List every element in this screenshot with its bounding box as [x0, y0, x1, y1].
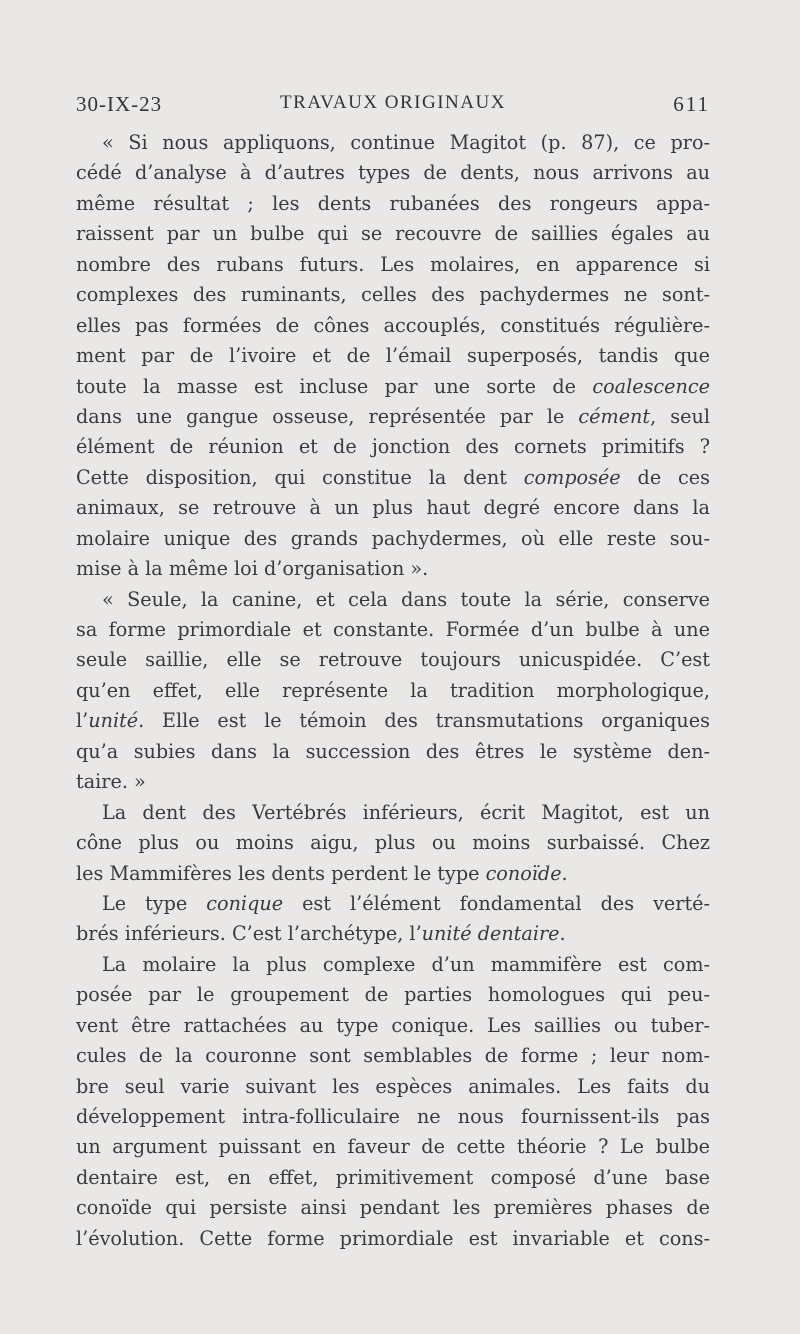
text-segment: Cette disposition, qui constitue la dent [76, 465, 524, 489]
text-segment: un argument puissant en faveur de cette théorie ? Le bulbe [76, 1135, 710, 1159]
text-segment: . [559, 922, 566, 946]
text-segment: composée [523, 465, 621, 489]
text-line [76, 128, 710, 158]
text-line [76, 402, 710, 432]
text-segment: dentaire est, en effet, primitivement composé d’une base [76, 1165, 710, 1189]
text-line [76, 1132, 710, 1162]
text-line [76, 250, 710, 280]
text-segment: ment par de l’ivoire et de l’émail superposés, tandis que [76, 344, 710, 368]
text-segment: qu’en effet, elle représente la tradition morphologique, [76, 678, 710, 702]
text-segment: molaire unique des grands pachydermes, où elle reste sou- [76, 526, 710, 550]
text-segment: « Seule, la canine, et cela dans toute la série, conserve [102, 587, 710, 611]
text-segment: . Elle est le témoin des transmutations organiques [138, 709, 710, 733]
text-segment: les Mammifères les dents perdent le type [76, 861, 486, 885]
text-segment: est l’élément fondamental des verté- [283, 891, 711, 915]
text-segment: même résultat ; les dents rubanées des rongeurs appa- [76, 191, 710, 215]
text-segment: unité [88, 709, 139, 733]
text-line [76, 1011, 710, 1041]
text-segment: cules de la couronne sont semblables de forme ; leur nom- [76, 1044, 710, 1068]
text-segment: nombre des rubans futurs. Les molaires, en apparence si [76, 252, 710, 276]
text-line [76, 919, 710, 949]
text-line [76, 341, 710, 371]
text-segment: brés inférieurs. C’est l’archétype, l’ [76, 922, 422, 946]
text-segment: qu’a subies dans la succession des êtres le système den- [76, 739, 710, 763]
text-line [76, 1163, 710, 1193]
text-segment: complexes des ruminants, celles des pachydermes ne sont- [76, 283, 710, 307]
text-line [76, 158, 710, 188]
text-segment: cédé d’analyse à d’autres types de dents, nous arrivons au [76, 161, 710, 185]
text-segment: coalescence [592, 374, 710, 398]
text-segment: développement intra-folliculaire ne nous fournissent-ils pas [76, 1105, 710, 1128]
page-number: 611 [673, 92, 710, 116]
text-segment: cône plus ou moins aigu, plus ou moins surbaissé. Chez [76, 831, 710, 855]
text-line [76, 585, 710, 615]
text-line [76, 554, 710, 584]
text-line [76, 219, 710, 249]
text-line [76, 980, 710, 1010]
text-segment: bre seul varie suivant les espèces animales. Les faits du [76, 1074, 710, 1098]
text-segment: Le type [102, 891, 207, 915]
text-line [76, 645, 710, 675]
text-segment: conique [206, 891, 284, 915]
text-line [76, 524, 710, 554]
text-line [76, 280, 710, 310]
text-segment: La molaire la plus complexe d’un mammifère est com- [102, 952, 710, 976]
text-segment: sa forme primordiale et constante. Formée d’un bulbe à une [76, 618, 710, 641]
text-line [76, 311, 710, 341]
running-header [76, 92, 710, 122]
text-line [76, 1224, 710, 1254]
text-line [76, 889, 710, 919]
text-segment: raissent par un bulbe qui se recouvre de saillies égales au [76, 222, 710, 246]
text-segment: posée par le groupement de parties homologues qui peu- [76, 983, 710, 1007]
text-segment: La dent des Vertébrés inférieurs, écrit Magitot, est un [102, 800, 710, 824]
text-line [76, 1072, 710, 1102]
text-segment: seule saillie, elle se retrouve toujours unicuspidée. C’est [76, 648, 710, 672]
text-segment: vent être rattachées au type conique. Les saillies ou tuber- [76, 1013, 710, 1037]
body-text [76, 128, 710, 1254]
text-segment: l’évolution. Cette forme primordiale est invariable et cons- [76, 1226, 710, 1250]
text-segment: mise à la même loi d’organisation ». [76, 557, 429, 581]
text-line [76, 432, 710, 462]
header-date: 30-IX-23 [76, 92, 163, 116]
text-segment: elles pas formées de cônes accouplés, constitués régulière- [76, 313, 710, 337]
header-title: TRAVAUX ORIGINAUX [280, 92, 506, 113]
text-segment: l’ [76, 709, 89, 733]
text-line [76, 615, 710, 645]
text-line [76, 1193, 710, 1223]
text-segment: toute la masse est incluse par une sorte de [76, 374, 593, 398]
text-segment: conoïde qui persiste ainsi pendant les premières phases de [76, 1196, 710, 1220]
text-segment: , seul [650, 404, 710, 428]
text-line [76, 493, 710, 523]
text-line [76, 676, 710, 706]
text-segment: . [561, 861, 568, 885]
text-segment: unité dentaire [421, 922, 560, 946]
text-line [76, 1041, 710, 1071]
text-line [76, 767, 710, 797]
text-line [76, 737, 710, 767]
text-line [76, 950, 710, 980]
text-line [76, 798, 710, 828]
text-segment: taire. » [76, 770, 146, 794]
text-segment: élément de réunion et de jonction des cornets primitifs ? [76, 435, 710, 459]
text-line [76, 372, 710, 402]
text-segment: dans une gangue osseuse, représentée par le [76, 404, 579, 428]
text-line [76, 463, 710, 493]
text-segment: cément [578, 404, 651, 428]
text-line [76, 859, 710, 889]
text-line [76, 828, 710, 858]
text-segment: conoïde [485, 861, 562, 885]
text-line [76, 189, 710, 219]
text-line [76, 706, 710, 736]
text-segment: animaux, se retrouve à un plus haut degré encore dans la [76, 496, 710, 520]
text-line [76, 1102, 710, 1132]
text-segment: « Si nous appliquons, continue Magitot (p. 87), ce pro- [102, 131, 710, 154]
text-segment: de ces [620, 465, 710, 489]
